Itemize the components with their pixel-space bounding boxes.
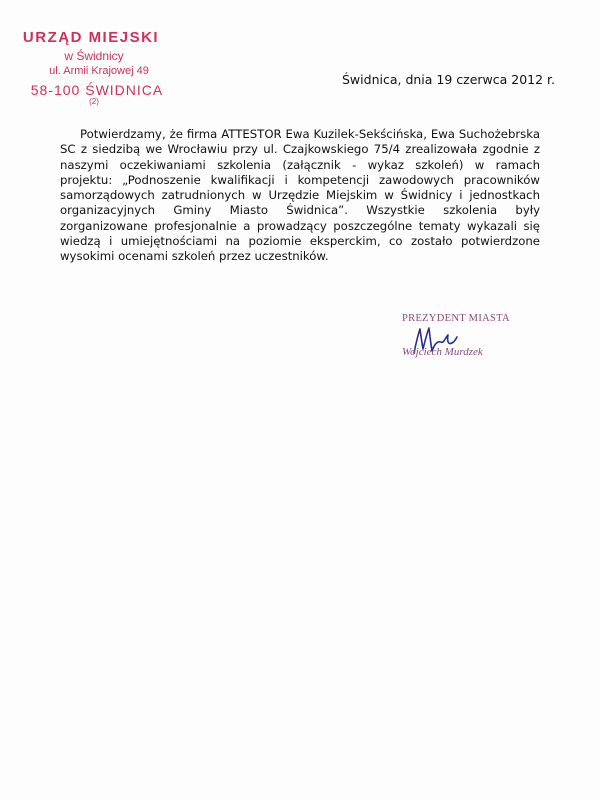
letter-body <box>60 127 540 265</box>
stamp-line-postal: 58-100 ŚWIDNICA <box>30 82 164 98</box>
body-line: SC z siedzibą we Wrocławiu przy ul. Czajkowskiego 75/4 zrealizowała zgodnie z <box>60 142 540 157</box>
body-line: organizacyjnych Gminy Miasto Świdnica”. Wszystkie szkolenia były <box>60 203 540 218</box>
signatory-title: PREZYDENT MIASTA <box>402 313 510 324</box>
body-line: Potwierdzamy, że firma ATTESTOR Ewa Kuzilek-Sekścińska, Ewa Suchożebrska <box>80 127 540 141</box>
signatory-name: Wojciech Murdzek <box>402 346 483 358</box>
body-line: wysokimi ocenami szkoleń przez uczestników. <box>60 249 329 264</box>
office-stamp <box>14 30 174 106</box>
body-line: zorganizowane profesjonalnie a prowadzący poszczególne tematy wykazali się <box>60 218 540 233</box>
body-line: projektu: „Podnoszenie kwalifikacji i kompetencji zawodowych pracowników <box>60 172 540 187</box>
stamp-line-number: (2) <box>89 97 99 106</box>
stamp-line-office: URZĄD MIEJSKI <box>22 29 160 46</box>
letter-date: Świdnica, dnia 19 czerwca 2012 r. <box>342 72 556 87</box>
stamp-line-street: ul. Armii Krajowej 49 <box>49 65 149 77</box>
signature-block <box>402 313 542 363</box>
body-line: naszymi oczekiwaniami szkolenia (załącznik - wykaz szkoleń) w ramach <box>60 157 540 172</box>
stamp-line-city: w Świdnicy <box>64 49 124 63</box>
body-line: wiedzą i umiejętnościami na poziomie eksperckim, co zostało potwierdzone <box>60 234 540 249</box>
body-line: samorządowych zatrudnionych w Urzędzie Miejskim w Świdnicy i jednostkach <box>60 188 540 203</box>
